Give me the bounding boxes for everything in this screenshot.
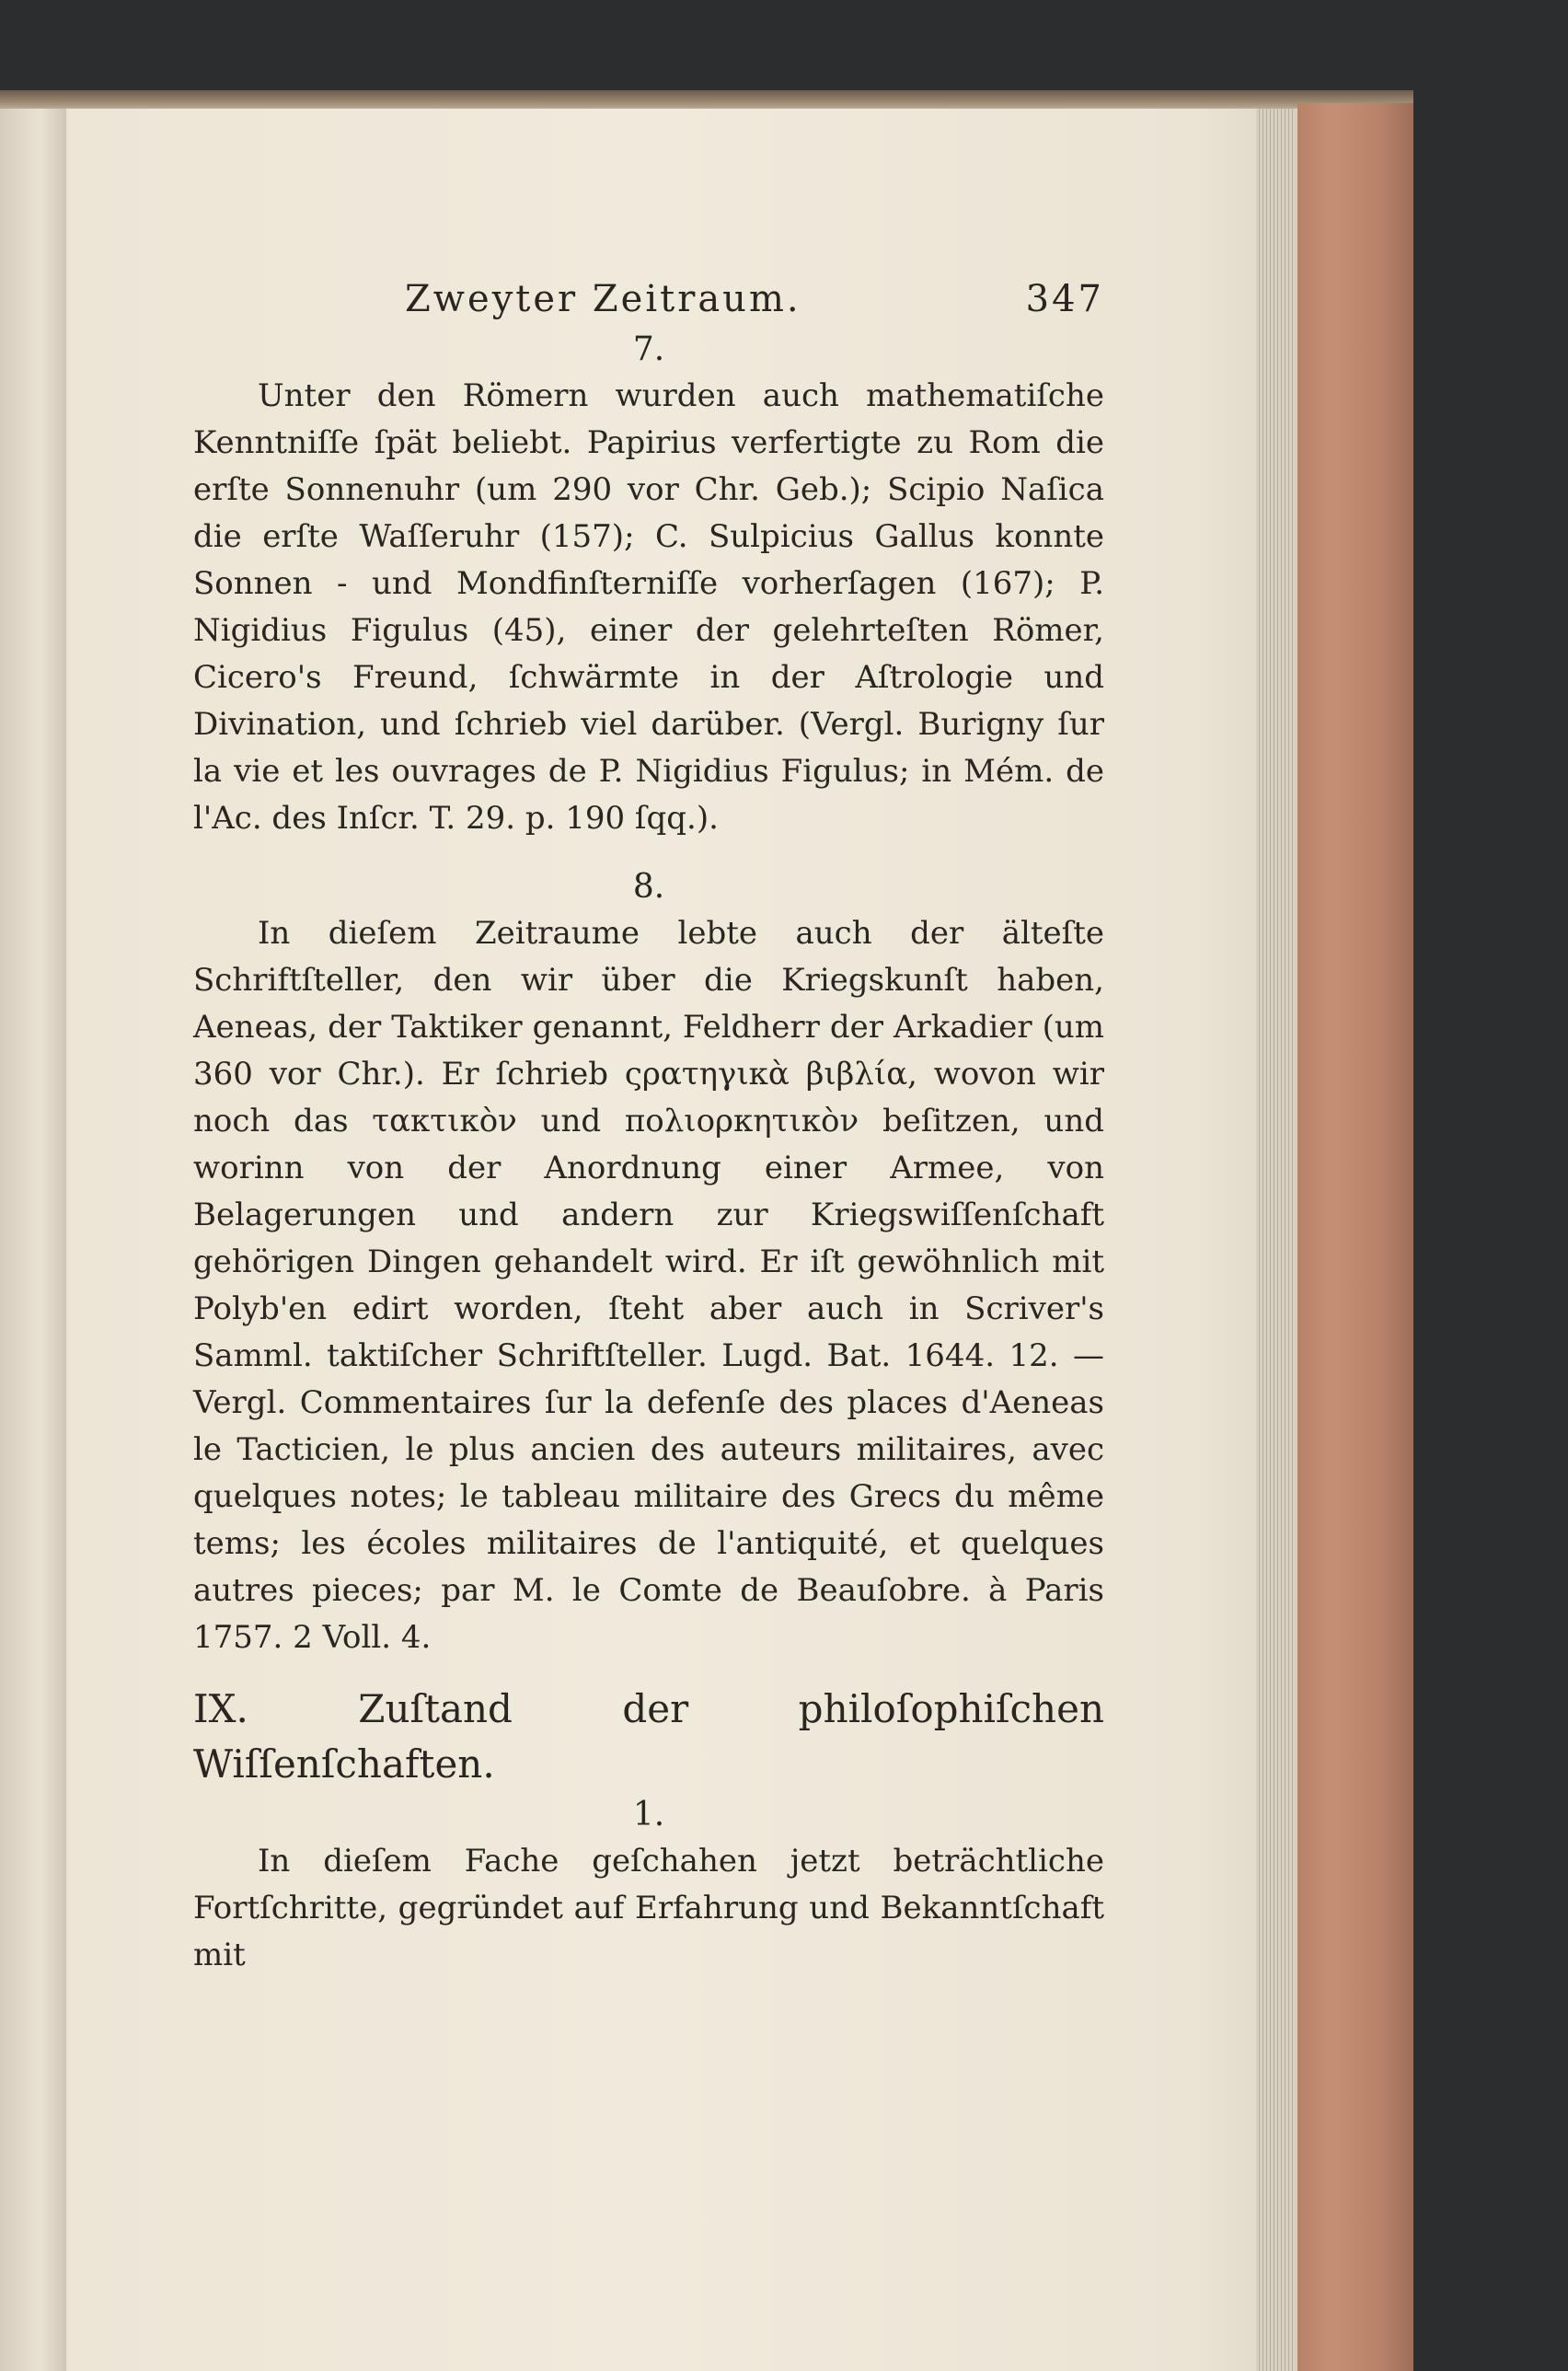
chapter-heading: IX. Zuſtand der philoſophiſchen Wiſſenſchaften. [193, 1686, 1104, 1787]
book-cover-top-edge [0, 90, 1413, 109]
left-page-edge [0, 109, 66, 2371]
page-number: 347 [1025, 278, 1104, 320]
running-header [193, 276, 1104, 323]
book-cover-edge [1297, 103, 1413, 2371]
page-block-edges [1256, 109, 1295, 2371]
chapter-section-text: In dieſem Fache geſchahen jetzt beträchtliche Fortſchritte, gegründet auf Erfahrung und Bekanntſchaft mit [193, 1843, 1104, 1973]
page-text-block [193, 276, 1104, 1979]
section-number-8: 8. [632, 868, 665, 906]
section-text-8: In dieſem Zeitraume lebte auch der älteſte Schriftſteller, den wir über die Kriegskunſt haben, Aeneas, der Taktiker genannt, Feldherr der Arkadier (um 360 vor Chr.). Er ſchrieb ςρατηγικὰ βιβλία, wovon wir noch das τακτικὸν und πολιορκητικὸν beſitzen, und worinn von der Anordnung einer Armee, von Belagerungen und andern zur Kriegswiſſenſchaft gehörigen Dingen gehandelt wird. Er iſt gewöhnlich mit Polyb'en edirt worden, ſteht aber auch in Scriver's Samml. taktiſcher Schriftſteller. Lugd. Bat. 1644. 12. — Vergl. Commentaires ſur la defenſe des places d'Aeneas le Tacticien, le plus ancien des auteurs militaires, avec quelques notes; le tableau militaire des Grecs du même tems; les écoles militaires de l'antiquité, et quelques autres pieces; par M. le Comte de Beauſobre. à Paris 1757. 2 Voll. 4. [193, 915, 1104, 1656]
chapter-section-number: 1. [632, 1796, 665, 1833]
section-text-7: Unter den Römern wurden auch mathematiſche Kenntniſſe ſpät beliebt. Papirius verfertigte zu Rom die erſte Sonnenuhr (um 290 vor Chr. Geb.); Scipio Naſica die erſte Waſſeruhr (157); C. Sulpicius Gallus konnte Sonnen - und Mondfinſterniſſe vorherſagen (167); P. Nigidius Figulus (45), einer der gelehrteſten Römer, Cicero's Freund, ſchwärmte in der Aſtrologie und Divination, und ſchrieb viel darüber. (Vergl. Burigny ſur la vie et les ouvrages de P. Nigidius Figulus; in Mém. de l'Ac. des Inſcr. T. 29. p. 190 ſqq.). [193, 377, 1104, 837]
running-title: Zweyter Zeitraum. [405, 278, 801, 320]
section-number-7: 7. [632, 330, 665, 368]
